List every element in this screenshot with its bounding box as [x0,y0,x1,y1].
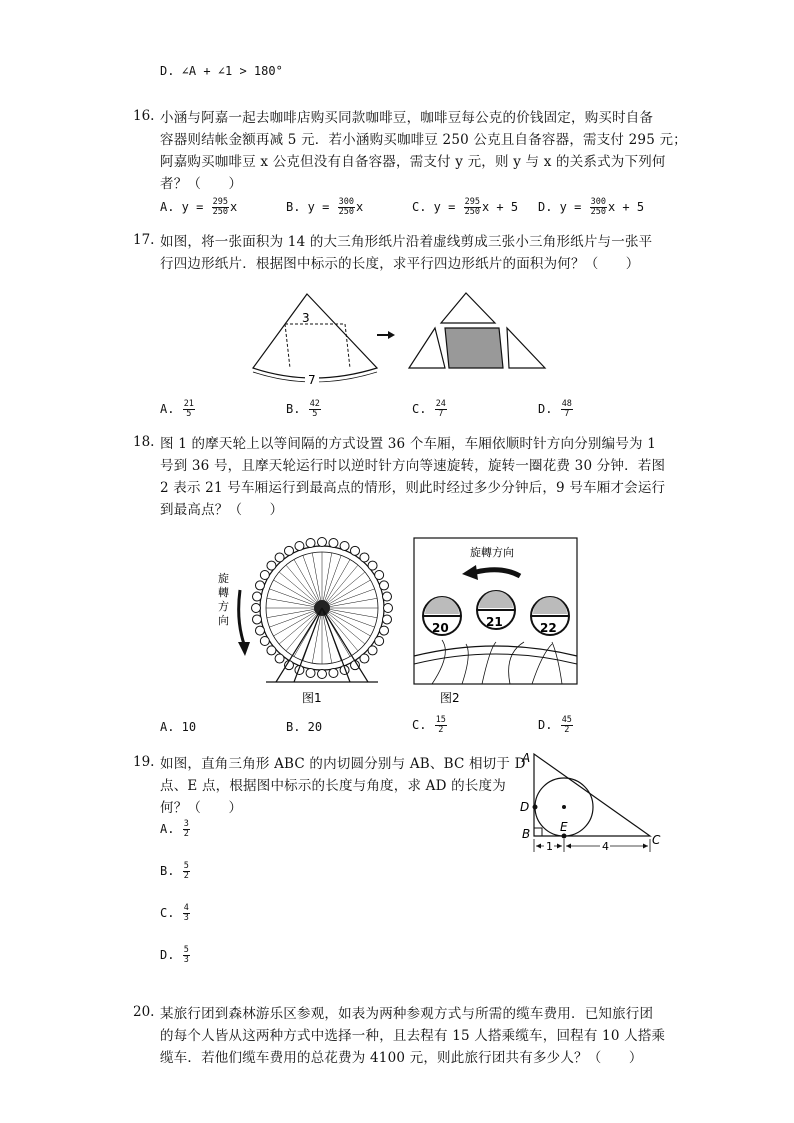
q16-line-2: 容器则结帐金额再减 5 元．若小涵购买咖啡豆 250 公克且自备容器，需支付 295 元； [160,132,687,148]
q17-option-b[interactable] [286,400,322,419]
fraction [309,400,321,419]
wheel-cabin [295,541,304,550]
length-label-7: 7 [308,373,316,387]
cabin-number: 22 [540,621,557,635]
fraction [561,716,573,735]
wheel-cabin [260,637,269,646]
wheel-cabin [260,571,269,580]
fraction [464,198,481,217]
option-label: A. y = [160,200,204,214]
cabins-closeup-figure [412,536,580,708]
option-tail: x + 5 [481,200,519,214]
denominator: 5 [186,409,192,419]
wheel-cabin [255,626,264,635]
option-label: D. [538,718,553,732]
denominator: 3 [183,913,189,923]
fig1-caption: 图1 [302,691,322,705]
q18-option-b[interactable] [286,720,322,734]
small-triangle-top [441,293,495,323]
fraction [183,400,195,419]
arrow-right-icon [377,331,395,339]
option-label: D. y = [538,200,582,214]
numerator: 42 [309,399,320,409]
small-triangle-left [409,328,445,368]
q16-line-3: 阿嘉购买咖啡豆 x 公克但没有自备容器，需支付 y 元，则 y 与 x 的关系式为下列何 [160,154,666,170]
dashed-cut-left [285,324,290,368]
denominator: 3 [183,955,189,965]
wheel-cabin [360,654,369,663]
denominator: 2 [183,871,189,881]
option-label: A. 10 [160,720,197,734]
numerator: 45 [561,715,572,725]
parallelogram-piece [445,328,503,368]
q17-line-1: 如图，将一张面积为 14 的大三角形纸片沿着虚线剪成三张小三角形纸片与一张平 [160,234,653,250]
q20-line-3: 缆车．若他们缆车费用的总花费为 4100 元，则此旅行团共有多少人？（ ） [160,1050,643,1066]
denominator: 2 [564,725,570,735]
right-triangle [534,754,650,836]
wheel-cabin [267,561,276,570]
q20-line-1: 某旅行团到森林游乐区参观，如表为两种参观方式与所需的缆车费用．已知旅行团 [160,1006,654,1022]
wheel-cabin [318,538,327,547]
numerator: 5 [183,861,189,871]
q19-option-d[interactable] [160,946,191,965]
cabin-number: 21 [486,615,503,629]
vertex-label-b: B [522,827,531,841]
option-label: A. [160,402,175,416]
big-triangle [253,294,377,378]
cabin-number: 20 [432,621,449,635]
numerator: 3 [183,819,189,829]
q18-line-3: 2 表示 21 号车厢运行到最高点的情形，则此时经过多少分钟后，9 号车厢才会运行 [160,480,666,496]
wheel-cabin [340,541,349,550]
q15-option-d: D. ∠A + ∠1 > 180° [160,64,283,78]
wheel-cabin [329,539,338,548]
denominator: 7 [564,409,570,419]
option-tail: x [229,200,238,214]
numerator: 300 [338,197,354,207]
q16-option-d[interactable] [538,198,644,217]
right-angle-mark [534,828,542,836]
option-label: D. [538,402,553,416]
fraction [183,862,190,881]
option-label: C. y = [412,200,456,214]
wheel-cabin [318,670,327,679]
q17-line-2: 行四边形纸片．根据图中标示的长度，求平行四边形纸片的面积为何？（ ） [160,256,640,272]
denominator: 2 [183,829,189,839]
wheel-cabin [329,668,338,677]
fig2-caption: 图2 [440,691,460,705]
numerator: 295 [212,197,228,207]
q17-number: 17. [133,232,155,248]
fraction [212,198,229,217]
fraction [338,198,355,217]
q19-line-1: 如图，直角三角形 ABC 的内切圆分别与 AB、BC 相切于 D [160,756,526,772]
fraction [183,820,190,839]
q20-number: 20. [133,1004,155,1020]
numerator: 15 [435,715,446,725]
q17-figure [245,288,555,390]
rotation-char-4: 向 [218,614,229,627]
q19-number: 19. [133,754,155,770]
q16-option-c[interactable] [412,198,518,217]
length-label-4: 4 [602,840,609,853]
wheel-cabin [360,553,369,562]
option-label: B. y = [286,200,330,214]
rotation-label: 旋轉方向 [470,546,514,559]
fraction [435,400,447,419]
option-tail: x [355,200,364,214]
fraction [183,904,190,923]
vertex-label-a: A [522,751,531,765]
denominator: 5 [312,409,318,419]
option-label: C. [412,402,427,416]
q16-number: 16. [133,108,155,124]
option-label: B. 20 [286,720,323,734]
rotation-char-2: 轉 [218,586,229,599]
q18-line-1: 图 1 的摩天轮上以等间隔的方式设置 36 个车厢，车厢依顺时针方向分别编号为 1 [160,436,657,452]
numerator: 48 [561,399,572,409]
wheel-cabin [351,546,360,555]
small-triangle-right [507,328,545,368]
wheel-cabin [382,592,391,601]
wheel-cabin [368,646,377,655]
q17-option-c[interactable] [412,400,448,419]
wheel-cabin [368,561,377,570]
wheel-cabin [253,592,262,601]
q17-option-d[interactable] [538,400,574,419]
q19-option-a[interactable] [160,820,191,839]
option-tail: x + 5 [607,200,645,214]
denominator: 250 [464,207,480,217]
numerator: 21 [183,399,194,409]
wheel-cabin [306,539,315,548]
fraction [435,716,447,735]
cabin-21 [477,591,515,629]
numerator: 24 [435,399,446,409]
tangent-point-e [562,834,567,839]
option-label: C. [412,718,427,732]
wheel-cabin [275,654,284,663]
q18-line-2: 号到 36 号，且摩天轮运行时以逆时针方向等速旋转，旋转一圈花费 30 分钟．若图 [160,458,666,474]
numerator: 4 [183,903,189,913]
wheel-cabin [375,571,384,580]
wheel-cabin [380,626,389,635]
wheel-cabin [285,546,294,555]
numerator: 300 [590,197,606,207]
fraction [183,946,190,965]
incircle-center [562,805,566,809]
option-label: D. [160,948,175,962]
option-label: C. [160,906,175,920]
option-label: B. [160,864,175,878]
cabin-22 [531,597,569,635]
q18-option-d[interactable] [538,716,574,735]
denominator: 250 [338,207,354,217]
wheel-cabin [253,615,262,624]
q16-line-1: 小涵与阿嘉一起去咖啡店购买同款咖啡豆，咖啡豆每公克的价钱固定，购买时自备 [160,110,654,126]
rotation-char-1: 旋 [218,572,229,585]
length-label-1: 1 [546,840,553,853]
ferris-wheel [252,538,393,683]
dashed-cut-right [345,324,350,368]
q16-option-a[interactable] [160,198,237,217]
fraction [561,400,573,419]
q17-option-a[interactable] [160,400,196,419]
wheel-cabin [306,668,315,677]
option-label: B. [286,402,301,416]
rotation-char-3: 方 [218,600,229,613]
ferris-wheel-figure [210,532,410,707]
vertex-label-c: C [652,833,661,847]
q16-option-b[interactable] [286,198,363,217]
q19-line-2: 点、E 点，根据图中标示的长度与角度，求 AD 的长度为 [160,778,506,794]
q18-option-c[interactable] [412,716,448,735]
q18-option-a[interactable] [160,720,196,734]
denominator: 250 [212,207,228,217]
length-label-3: 3 [302,311,310,325]
fraction [590,198,607,217]
wheel-cabin [375,637,384,646]
q19-triangle-figure [510,744,670,856]
wheel-cabin [382,615,391,624]
q19-line-3: 何？（ ） [160,800,243,816]
wheel-cabin [267,646,276,655]
wheel-cabin [252,604,261,613]
cabin-20 [423,597,461,635]
numerator: 5 [183,945,189,955]
denominator: 250 [590,207,606,217]
point-label-d: D [520,800,530,814]
option-label: A. [160,822,175,836]
numerator: 295 [464,197,480,207]
q18-number: 18. [133,434,155,450]
q20-line-2: 的每个人皆从这两种方式中选择一种，且去程有 15 人搭乘缆车，回程有 10 人搭乘 [160,1028,666,1044]
wheel-cabin [384,604,393,613]
denominator: 7 [438,409,444,419]
q19-option-c[interactable] [160,904,191,923]
wheel-cabin [380,581,389,590]
wheel-cabin [255,581,264,590]
denominator: 2 [438,725,444,735]
q16-line-4: 者？（ ） [160,176,243,192]
wheel-cabin [275,553,284,562]
tangent-point-d [533,805,538,810]
point-label-e: E [560,820,568,834]
q18-line-4: 到最高点？（ ） [160,502,284,518]
q19-option-b[interactable] [160,862,191,881]
counterclockwise-arrow-icon [238,590,250,656]
